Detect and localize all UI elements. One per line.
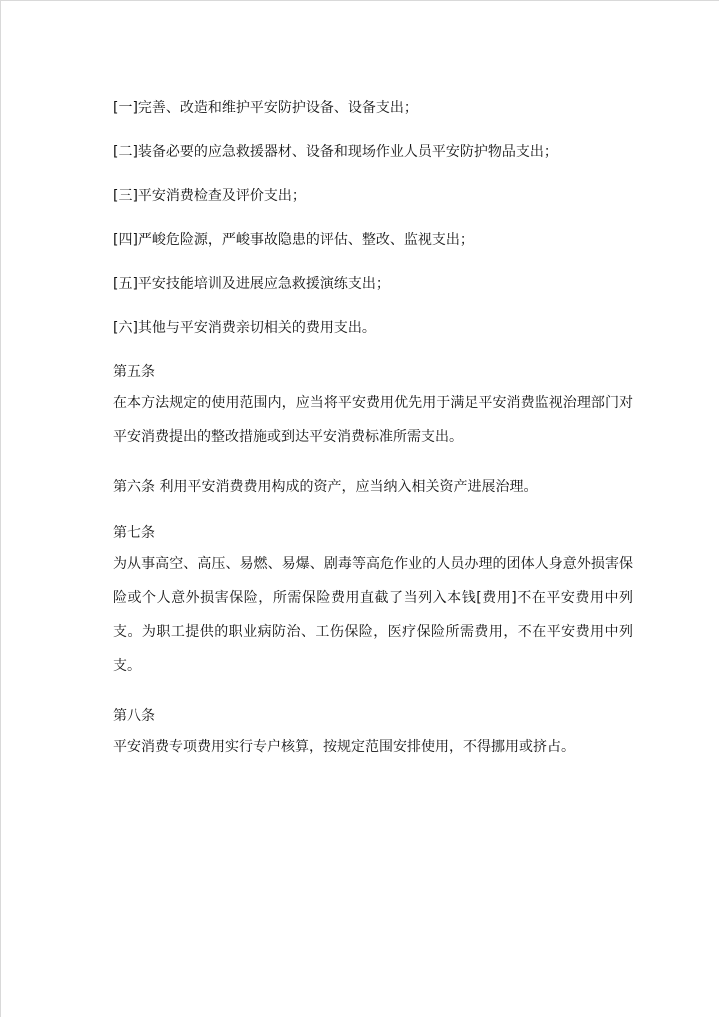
article-7-heading: 第七条	[113, 525, 155, 541]
list-item-6: [六]其他与平安消费亲切相关的费用支出。	[113, 320, 376, 336]
list-item-4: [四]严峻危险源，严峻事故隐患的评估、整改、监视支出；	[113, 232, 474, 248]
list-item-3: [三]平安消费检查及评价支出；	[113, 188, 306, 204]
article-8	[113, 705, 633, 764]
document-body	[113, 97, 633, 786]
article-8-body: 平安消费专项费用实行专户核算，按规定范围安排使用，不得挪用或挤占。	[113, 739, 575, 755]
article-7-body: 为从事高空、高压、易燃、易爆、剧毒等高危作业的人员办理的团体人身意外损害保险或个人意外损害保险，所需保险费用直截了当列入本钱[费用]不在平安费用中列支。为职工提供的职业病防治、工伤保险，医疗保险所需费用，不在平安费用中列支。	[113, 556, 633, 674]
article-5-heading: 第五条	[113, 364, 155, 380]
article-5-body: 在本方法规定的使用范围内，应当将平安费用优先用于满足平安消费监视治理部门对平安消费提出的整改措施或到达平安消费标准所需支出。	[113, 395, 633, 445]
article-8-heading: 第八条	[113, 708, 155, 724]
article-5	[113, 361, 633, 454]
article-6: 第六条 利用平安消费费用构成的资产，应当纳入相关资产进展治理。	[113, 479, 538, 495]
list-item-1: [一]完善、改造和维护平安防护设备、设备支出；	[113, 100, 418, 116]
list-item-2: [二]装备必要的应急救援器材、设备和现场作业人员平安防护物品支出；	[113, 144, 558, 160]
article-7	[113, 522, 633, 683]
list-item-5: [五]平安技能培训及进展应急救援演练支出；	[113, 276, 390, 292]
